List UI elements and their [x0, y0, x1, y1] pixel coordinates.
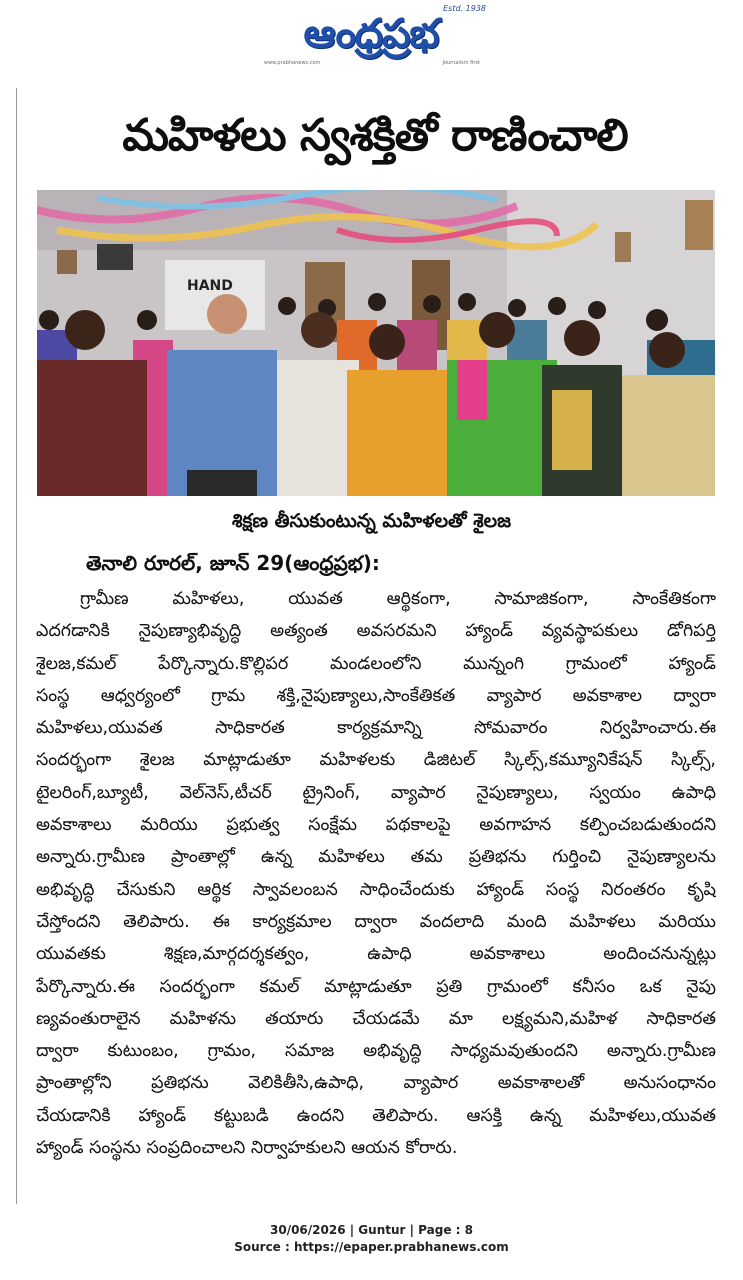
masthead: [0, 0, 743, 82]
body-line: చేయడానికి హ్యాండ్ కట్టుబడి ఉందని తెలిపారు. ఆసక్తి ఉన్న మహిళలు,యువత: [36, 1105, 716, 1126]
dateline: తెనాలి రూరల్, జూన్ 29(ఆంధ్రప్రభ):: [86, 551, 380, 575]
body-line: సందర్భంగా శైలజ మాట్లాడుతూ మహిళలకు డిజిటల్ స్కిల్స్,కమ్యూనికేషన్ స్కిల్స్,: [36, 750, 716, 771]
body-line: హ్యాండ్ సంస్థను సంప్రదించాలని నిర్వాహకులని ఆయన కోరారు.: [36, 1138, 458, 1159]
body-line: యువతకు శిక్షణ,మార్గదర్శకత్వం, ఉపాధి అవకాశాలు అందించనున్నట్లు: [36, 944, 716, 965]
footer-meta: 30/06/2026 | Guntur | Page : 8: [270, 1223, 473, 1237]
article-body: [36, 583, 716, 1164]
banner-text: HAND: [187, 278, 233, 294]
body-line: అభివృద్ధి చేసుకుని ఆర్థిక స్వావలంబన సాధించేందుకు హ్యాండ్ సంస్థ నిరంతరం కృషి: [36, 879, 716, 900]
logo-tagline: Journalism first: [442, 60, 480, 66]
photo-caption: శిక్షణ తీసుకుంటున్న మహిళలతో శైలజ: [231, 510, 512, 532]
body-line: మహిళలు,యువత సాధికారత కార్యక్రమాన్ని సోమవారం నిర్వహించారు.ఈ: [36, 718, 716, 739]
body-line: సంస్థ ఆధ్వర్యంలో గ్రామ శక్తి,నైపుణ్యాలు,సాంకేతికత వ్యాపార అవకాశాల ద్వారా: [36, 685, 716, 706]
body-line: శైలజ,కమల్ పేర్కొన్నారు.కొల్లిపర మండలంలోని మున్నంగి గ్రామంలో హ్యాండ్: [36, 653, 716, 674]
newspaper-logo: [256, 4, 486, 70]
body-line: గ్రామీణ మహిళలు, యువత ఆర్థికంగా, సామాజికంగా, సాంకేతికంగా: [80, 589, 716, 609]
article-headline: మహిళలు స్వశక్తితో రాణించాలి: [122, 110, 628, 161]
footer-source: Source : https://epaper.prabhanews.com: [234, 1240, 509, 1254]
body-line: పేర్కొన్నారు.ఈ సందర్భంగా కమల్ మాట్లాడుతూ ప్రతి గ్రామంలో కనీసం ఒక నైపు: [36, 976, 716, 997]
body-line: అన్నారు.గ్రామీణ ప్రాంతాల్లో ఉన్న మహిళలు తమ ప్రతిభను గుర్తించి నైపుణ్యాలను: [36, 847, 716, 868]
body-line: చేస్తోందని తెలిపారు. ఈ కార్యక్రమాల ద్వారా వందలాది మంది మహిళలు మరియు: [36, 911, 716, 932]
article-photo: [37, 190, 715, 496]
body-line: ద్వారా కుటుంబం, గ్రామం, సమాజ అభివృద్ధి సాధ్యమవుతుందని అన్నారు.గ్రామీణ: [36, 1041, 716, 1062]
logo-estd: Estd. 1938: [443, 4, 486, 13]
body-line: అవకాశాలు మరియు ప్రభుత్వ సంక్షేమ పథకాలపై అవగాహన కల్పించబడుతుందని: [36, 815, 716, 836]
column-rule: [16, 88, 17, 1204]
body-line: టైలరింగ్,బ్యూటీ, వెల్‌నెస్,టీచర్ ట్రైనింగ్, వ్యాపార నైపుణ్యాలు, స్వయం ఉపాధి: [36, 782, 716, 803]
body-line: ణ్యవంతురాలైన మహిళను తయారు చేయడమే మా లక్ష్యమని,మహిళ సాధికారత: [36, 1008, 716, 1029]
logo-text: ఆంధ్రప్రభ: [303, 11, 439, 57]
page-footer: [0, 1222, 743, 1256]
body-line: ఎదగడానికి నైపుణ్యాభివృద్ధి అత్యంత అవసరమని హ్యాండ్ వ్యవస్థాపకులు డోగిపర్తి: [36, 621, 716, 642]
body-line: ప్రాంతాల్లోని ప్రతిభను వెలికితీసి,ఉపాధి, వ్యాపార అవకాశాలతో అనుసంధానం: [36, 1073, 716, 1094]
logo-url: www.prabhanews.com: [264, 60, 321, 66]
